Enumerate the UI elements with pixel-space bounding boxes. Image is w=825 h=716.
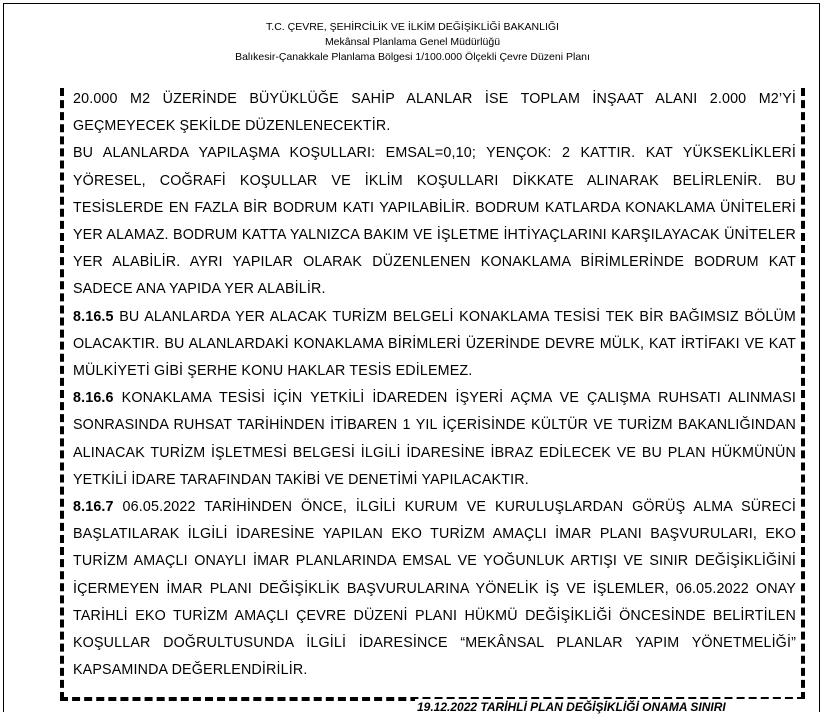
article-text: 06.05.2022 TARİHİNDEN ÖNCE, İLGİLİ KURUM VE KURULUŞLARDAN GÖRÜŞ ALMA SÜRECİ BAŞLATILARAK İLGİLİ İDARESİNE YAPILAN EKO TURİZM AMAÇLI İMAR PLANI BAŞVURULARI, EKO TURİZM AMAÇLI ONAYLI İMAR PLANLARINDA EMSAL VE YOĞUNLUK ARTIŞI VE SINIR DEĞİŞİKLİĞİNİ İÇERMEYEN İMAR PLANI DEĞİŞİKLİK BAŞVURULARINA YÖNELİK İŞ VE İŞLEMLER, 06.05.2022 ONAY TARİHLİ EKO TURİZM AMAÇLI ÇEVRE DÜZENİ PLANI HÜKMÜ DEĞİŞİKLİĞİ ÖNCESİNDE BELİRTİLEN KOŞULLAR DOĞRULTUSUNDA İLGİLİ İDARESİNCE “MEKÂNSAL PLANLAR YAPIM YÖNETMELİĞİ” KAPSAMINDA DEĞERLENDİRİLİR. (73, 499, 796, 679)
paragraph: BU ALANLARDA YAPILAŞMA KOŞULLARI: EMSAL=0,10; YENÇOK: 2 KATTIR. KAT YÜKSEKLİKLERİ YÖRESEL, COĞRAFİ KOŞULLAR VE İKLİM KOŞULLARI DİKKATE ALINARAK BELİRLENİR. BU TESİSLERDE EN FAZLA BİR BODRUM KATI YAPILABİLİR. BODRUM KATLARDA KONAKLAMA ÜNİTELERİ YER ALAMAZ. BODRUM KATTA YALNIZCA BAKIM VE İŞLETME İHTİYAÇLARINI KARŞILAYACAK ÜNİTELER YER ALABİLİR. AYRI YAPILAR OLARAK DÜZENLENEN KONAKLAMA BİRİMLERİNDE BODRUM KAT SADECE ANA YAPIDA YER ALABİLİR. (73, 145, 796, 298)
plan-provisions (73, 86, 796, 684)
article-text: BU ALANLARDA YER ALACAK TURİZM BELGELİ KONAKLAMA TESİSİ TEK BİR BAĞIMSIZ BÖLÜM OLACAKTIR. BU ALANLARDAKİ KONAKLAMA BİRİMLERİ ÜZERİNDE DEVRE MÜLK, KAT İRTİFAKI VE KAT MÜLKİYETİ GİBİ ŞERHE KONU HAKLAR TESİS EDİLEMEZ. (73, 308, 796, 380)
article-text: KONAKLAMA TESİSİ İÇİN YETKİLİ İDAREDEN İŞYERİ AÇMA VE ÇALIŞMA RUHSATI ALINMASI SONRASINDA RUHSAT TARİHİNDEN İTİBAREN 1 YIL İÇERİSİNDE KÜLTÜR VE TURİZM BAKANLIĞINDAN ALINACAK TURİZM İŞLETMESİ BELGESİ İLGİLİ İDARESİNE İBRAZ EDİLECEK VE BU PLAN HÜKMÜNÜN YETKİLİ İDARE TARAFINDAN TAKİBİ VE DENETİMİ YAPILACAKTIR. (73, 390, 796, 488)
plan-title: Balıkesir-Çanakkale Planlama Bölgesi 1/100.000 Ölçekli Çevre Düzeni Planı (235, 51, 590, 63)
article-8-16-6 (73, 385, 796, 494)
approval-boundary-right (801, 88, 805, 700)
paragraph: 20.000 M2 ÜZERİNDE BÜYÜKLÜĞE SAHİP ALANLAR İSE TOPLAM İNŞAAT ALANI 2.000 M2’Yİ GEÇMEYECEK ŞEKİLDE DÜZENLENECEKTİR. (73, 91, 796, 135)
ministry-name: T.C. ÇEVRE, ŞEHİRCİLİK VE İLKİM DEĞİŞİKLİĞİ BAKANLIĞI (266, 21, 559, 33)
article-8-16-5 (73, 304, 796, 386)
article-8-16-7 (73, 494, 796, 684)
article-number: 8.16.5 (73, 308, 114, 325)
directorate-name: Mekânsal Planlama Genel Müdürlüğü (324, 36, 501, 48)
approval-boundary-left (60, 88, 64, 700)
document-header (0, 20, 825, 65)
article-number: 8.16.7 (73, 499, 114, 516)
article-number: 8.16.6 (73, 390, 114, 407)
approval-boundary-label: 19.12.2022 TARİHLİ PLAN DEĞİŞİKLİĞİ ONAMA SINIRI (415, 699, 817, 715)
